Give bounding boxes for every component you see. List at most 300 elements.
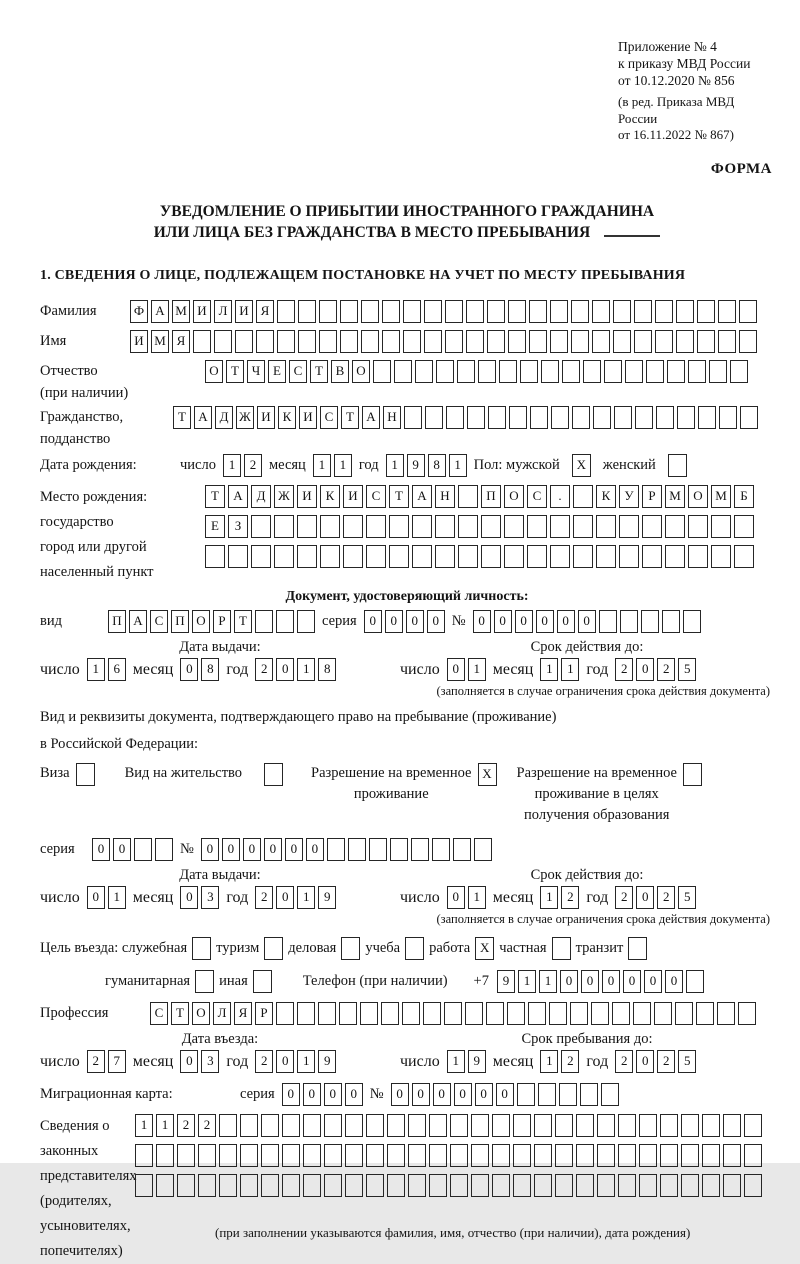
char-box[interactable] [340,330,358,353]
char-box[interactable]: 0 [560,970,578,993]
char-box[interactable]: 1 [386,454,404,477]
char-box[interactable] [235,330,253,353]
char-box[interactable] [642,515,662,538]
purpose-study-checkbox[interactable] [405,937,424,960]
char-box[interactable] [450,1174,468,1197]
char-box[interactable]: 0 [180,886,198,909]
char-box[interactable] [613,300,631,323]
char-box[interactable] [634,330,652,353]
char-box[interactable]: С [320,406,338,429]
char-box[interactable]: А [228,485,248,508]
char-box[interactable] [723,1174,741,1197]
char-box[interactable] [550,330,568,353]
char-box[interactable] [402,1002,420,1025]
char-box[interactable] [219,1174,237,1197]
char-box[interactable] [612,1002,630,1025]
char-box[interactable] [403,330,421,353]
char-box[interactable] [667,360,685,383]
char-box[interactable]: 2 [657,886,675,909]
char-box[interactable] [394,360,412,383]
char-box[interactable]: 1 [540,658,558,681]
char-box[interactable] [382,330,400,353]
char-box[interactable] [444,1002,462,1025]
char-box[interactable] [618,1114,636,1137]
char-box[interactable] [660,1144,678,1167]
char-box[interactable] [205,545,225,568]
char-box[interactable] [256,330,274,353]
char-box[interactable]: С [150,610,168,633]
char-box[interactable] [580,1083,598,1106]
char-box[interactable]: 0 [636,1050,654,1073]
char-box[interactable] [507,1002,525,1025]
char-box[interactable] [297,610,315,633]
char-box[interactable]: К [320,485,340,508]
char-box[interactable]: 0 [447,658,465,681]
char-box[interactable] [319,330,337,353]
char-box[interactable] [634,300,652,323]
char-box[interactable] [591,1002,609,1025]
char-box[interactable]: К [278,406,296,429]
visa-checkbox[interactable] [76,763,95,786]
char-box[interactable] [570,1002,588,1025]
char-box[interactable] [219,1144,237,1167]
char-box[interactable]: 0 [264,838,282,861]
char-box[interactable] [366,1144,384,1167]
char-box[interactable] [571,300,589,323]
char-box[interactable] [625,360,643,383]
char-box[interactable] [436,360,454,383]
purpose-humanitarian-checkbox[interactable] [195,970,214,993]
char-box[interactable] [345,1144,363,1167]
char-box[interactable] [660,1174,678,1197]
char-box[interactable]: 1 [518,970,536,993]
char-box[interactable] [593,406,611,429]
purpose-commercial-checkbox[interactable] [341,937,360,960]
char-box[interactable]: 8 [201,658,219,681]
char-box[interactable] [297,1002,315,1025]
char-box[interactable] [739,300,757,323]
char-box[interactable] [492,1144,510,1167]
char-box[interactable]: Б [734,485,754,508]
char-box[interactable] [597,1144,615,1167]
char-box[interactable]: 1 [313,454,331,477]
char-box[interactable] [534,1174,552,1197]
char-box[interactable] [604,360,622,383]
char-box[interactable] [499,360,517,383]
char-box[interactable]: 0 [113,838,131,861]
char-box[interactable] [660,1114,678,1137]
char-box[interactable] [408,1174,426,1197]
char-box[interactable] [277,330,295,353]
char-box[interactable] [734,515,754,538]
char-box[interactable]: В [331,360,349,383]
char-box[interactable]: 1 [297,886,315,909]
char-box[interactable]: М [172,300,190,323]
char-box[interactable]: 0 [303,1083,321,1106]
char-box[interactable] [298,300,316,323]
char-box[interactable]: Р [642,485,662,508]
char-box[interactable] [576,1114,594,1137]
char-box[interactable] [487,300,505,323]
char-box[interactable] [655,300,673,323]
char-box[interactable]: 1 [108,886,126,909]
char-box[interactable]: 2 [255,658,273,681]
char-box[interactable] [274,545,294,568]
char-box[interactable] [389,545,409,568]
char-box[interactable]: 1 [297,1050,315,1073]
char-box[interactable]: 3 [201,886,219,909]
char-box[interactable] [429,1144,447,1167]
char-box[interactable] [562,360,580,383]
char-box[interactable]: О [688,485,708,508]
char-box[interactable] [298,330,316,353]
char-box[interactable] [639,1144,657,1167]
char-box[interactable] [366,515,386,538]
char-box[interactable]: 0 [494,610,512,633]
char-box[interactable] [445,300,463,323]
char-box[interactable] [446,406,464,429]
char-box[interactable] [424,330,442,353]
char-box[interactable]: П [481,485,501,508]
purpose-business-checkbox[interactable] [192,937,211,960]
char-box[interactable] [214,330,232,353]
char-box[interactable]: 8 [428,454,446,477]
char-box[interactable] [134,838,152,861]
char-box[interactable]: 1 [334,454,352,477]
char-box[interactable]: Ф [130,300,148,323]
char-box[interactable]: 0 [412,1083,430,1106]
char-box[interactable]: 2 [615,1050,633,1073]
char-box[interactable] [282,1174,300,1197]
char-box[interactable]: Н [435,485,455,508]
char-box[interactable] [319,300,337,323]
char-box[interactable]: 0 [557,610,575,633]
char-box[interactable]: Д [215,406,233,429]
char-box[interactable]: 0 [515,610,533,633]
char-box[interactable] [597,1174,615,1197]
char-box[interactable] [709,360,727,383]
char-box[interactable] [555,1144,573,1167]
char-box[interactable] [677,406,695,429]
sex-male-checkbox[interactable]: X [572,454,591,477]
char-box[interactable]: 8 [318,658,336,681]
char-box[interactable] [303,1144,321,1167]
purpose-transit-checkbox[interactable] [628,937,647,960]
char-box[interactable]: 2 [615,886,633,909]
char-box[interactable] [412,545,432,568]
char-box[interactable]: Т [226,360,244,383]
char-box[interactable]: Р [255,1002,273,1025]
char-box[interactable]: Я [172,330,190,353]
char-box[interactable]: 0 [180,1050,198,1073]
char-box[interactable]: 2 [255,1050,273,1073]
char-box[interactable] [639,1174,657,1197]
char-box[interactable]: 1 [540,886,558,909]
char-box[interactable]: . [550,485,570,508]
char-box[interactable]: П [171,610,189,633]
char-box[interactable]: 0 [473,610,491,633]
char-box[interactable] [576,1174,594,1197]
char-box[interactable] [458,515,478,538]
purpose-other-checkbox[interactable] [253,970,272,993]
char-box[interactable]: 1 [156,1114,174,1137]
char-box[interactable]: А [194,406,212,429]
char-box[interactable] [527,515,547,538]
char-box[interactable] [513,1114,531,1137]
char-box[interactable] [408,1114,426,1137]
char-box[interactable] [453,838,471,861]
char-box[interactable]: 2 [87,1050,105,1073]
char-box[interactable] [251,545,271,568]
char-box[interactable] [320,515,340,538]
char-box[interactable] [573,545,593,568]
char-box[interactable] [193,330,211,353]
char-box[interactable] [135,1174,153,1197]
char-box[interactable]: С [366,485,386,508]
char-box[interactable] [618,1144,636,1167]
char-box[interactable]: К [596,485,616,508]
char-box[interactable] [635,406,653,429]
char-box[interactable] [717,1002,735,1025]
char-box[interactable] [696,1002,714,1025]
char-box[interactable]: 5 [678,1050,696,1073]
char-box[interactable] [688,545,708,568]
char-box[interactable] [711,545,731,568]
char-box[interactable] [613,330,631,353]
char-box[interactable] [508,300,526,323]
char-box[interactable] [369,838,387,861]
char-box[interactable] [457,360,475,383]
char-box[interactable] [303,1114,321,1137]
char-box[interactable]: 0 [92,838,110,861]
sex-female-checkbox[interactable] [668,454,687,477]
char-box[interactable] [520,360,538,383]
char-box[interactable] [404,406,422,429]
char-box[interactable] [387,1114,405,1137]
char-box[interactable] [429,1174,447,1197]
char-box[interactable] [415,360,433,383]
char-box[interactable] [597,1114,615,1137]
char-box[interactable] [697,300,715,323]
char-box[interactable] [681,1114,699,1137]
char-box[interactable]: 1 [447,1050,465,1073]
char-box[interactable]: 9 [497,970,515,993]
char-box[interactable] [614,406,632,429]
char-box[interactable] [474,838,492,861]
char-box[interactable]: И [235,300,253,323]
char-box[interactable] [135,1144,153,1167]
char-box[interactable]: 7 [108,1050,126,1073]
char-box[interactable]: Т [205,485,225,508]
char-box[interactable]: 0 [276,1050,294,1073]
char-box[interactable] [492,1114,510,1137]
char-box[interactable] [559,1083,577,1106]
char-box[interactable]: Д [251,485,271,508]
char-box[interactable]: 2 [561,1050,579,1073]
char-box[interactable]: 0 [623,970,641,993]
char-box[interactable]: М [151,330,169,353]
char-box[interactable] [530,406,548,429]
char-box[interactable] [599,610,617,633]
char-box[interactable]: А [129,610,147,633]
char-box[interactable] [642,545,662,568]
char-box[interactable] [528,1002,546,1025]
purpose-work-checkbox[interactable]: X [475,937,494,960]
char-box[interactable] [465,1002,483,1025]
char-box[interactable] [538,1083,556,1106]
char-box[interactable]: 1 [468,658,486,681]
char-box[interactable]: Л [214,300,232,323]
char-box[interactable] [688,360,706,383]
char-box[interactable]: 0 [454,1083,472,1106]
char-box[interactable] [277,300,295,323]
char-box[interactable] [198,1144,216,1167]
char-box[interactable]: Л [213,1002,231,1025]
char-box[interactable] [219,1114,237,1137]
char-box[interactable]: Р [213,610,231,633]
char-box[interactable] [702,1114,720,1137]
char-box[interactable] [177,1174,195,1197]
temp-residence-edu-checkbox[interactable] [683,763,702,786]
char-box[interactable]: Е [268,360,286,383]
char-box[interactable] [423,1002,441,1025]
char-box[interactable]: О [205,360,223,383]
char-box[interactable]: 9 [468,1050,486,1073]
char-box[interactable] [343,545,363,568]
char-box[interactable]: Т [173,406,191,429]
char-box[interactable] [228,545,248,568]
char-box[interactable] [504,515,524,538]
char-box[interactable] [458,485,478,508]
char-box[interactable] [550,300,568,323]
char-box[interactable] [274,515,294,538]
char-box[interactable]: 9 [318,1050,336,1073]
char-box[interactable] [276,1002,294,1025]
char-box[interactable] [240,1174,258,1197]
char-box[interactable] [478,360,496,383]
char-box[interactable]: 1 [540,1050,558,1073]
char-box[interactable]: 0 [276,886,294,909]
char-box[interactable] [646,360,664,383]
char-box[interactable] [550,545,570,568]
char-box[interactable]: 1 [135,1114,153,1137]
char-box[interactable] [504,545,524,568]
char-box[interactable] [744,1174,762,1197]
char-box[interactable]: О [504,485,524,508]
char-box[interactable] [360,1002,378,1025]
char-box[interactable] [177,1144,195,1167]
char-box[interactable] [345,1114,363,1137]
char-box[interactable]: Я [234,1002,252,1025]
char-box[interactable]: А [151,300,169,323]
char-box[interactable] [513,1144,531,1167]
char-box[interactable]: 5 [678,886,696,909]
char-box[interactable] [324,1144,342,1167]
char-box[interactable] [702,1174,720,1197]
char-box[interactable] [481,515,501,538]
char-box[interactable]: 2 [561,886,579,909]
char-box[interactable] [549,1002,567,1025]
char-box[interactable]: И [193,300,211,323]
char-box[interactable] [639,1114,657,1137]
char-box[interactable] [719,406,737,429]
char-box[interactable] [527,545,547,568]
char-box[interactable] [240,1144,258,1167]
char-box[interactable] [425,406,443,429]
char-box[interactable]: 0 [385,610,403,633]
char-box[interactable] [676,330,694,353]
char-box[interactable] [592,330,610,353]
char-box[interactable] [408,1144,426,1167]
char-box[interactable]: Ж [236,406,254,429]
char-box[interactable]: 1 [468,886,486,909]
char-box[interactable]: 0 [447,886,465,909]
char-box[interactable] [739,330,757,353]
char-box[interactable] [324,1174,342,1197]
char-box[interactable] [681,1144,699,1167]
char-box[interactable] [432,838,450,861]
char-box[interactable]: И [343,485,363,508]
char-box[interactable] [435,545,455,568]
char-box[interactable] [320,545,340,568]
char-box[interactable] [471,1144,489,1167]
char-box[interactable]: 0 [282,1083,300,1106]
char-box[interactable]: 0 [475,1083,493,1106]
char-box[interactable]: 2 [244,454,262,477]
char-box[interactable]: 1 [539,970,557,993]
char-box[interactable] [571,330,589,353]
char-box[interactable]: П [108,610,126,633]
char-box[interactable] [688,515,708,538]
char-box[interactable] [156,1144,174,1167]
char-box[interactable] [555,1114,573,1137]
char-box[interactable]: Я [256,300,274,323]
char-box[interactable]: 0 [578,610,596,633]
char-box[interactable] [340,300,358,323]
char-box[interactable] [387,1174,405,1197]
char-box[interactable] [723,1144,741,1167]
char-box[interactable]: 5 [678,658,696,681]
char-box[interactable] [492,1174,510,1197]
char-box[interactable] [618,1174,636,1197]
char-box[interactable] [730,360,748,383]
char-box[interactable] [387,1144,405,1167]
char-box[interactable] [633,1002,651,1025]
char-box[interactable]: 0 [406,610,424,633]
char-box[interactable] [282,1114,300,1137]
char-box[interactable]: С [150,1002,168,1025]
char-box[interactable] [261,1144,279,1167]
char-box[interactable]: 0 [345,1083,363,1106]
char-box[interactable] [324,1114,342,1137]
char-box[interactable] [471,1114,489,1137]
char-box[interactable]: 2 [177,1114,195,1137]
char-box[interactable] [467,406,485,429]
char-box[interactable] [641,610,659,633]
char-box[interactable] [155,838,173,861]
char-box[interactable]: Т [341,406,359,429]
char-box[interactable] [297,515,317,538]
char-box[interactable] [734,545,754,568]
char-box[interactable]: Ж [274,485,294,508]
char-box[interactable] [517,1083,535,1106]
char-box[interactable]: 0 [222,838,240,861]
char-box[interactable]: 0 [324,1083,342,1106]
char-box[interactable] [655,330,673,353]
char-box[interactable]: 0 [536,610,554,633]
char-box[interactable]: М [665,485,685,508]
char-box[interactable] [675,1002,693,1025]
